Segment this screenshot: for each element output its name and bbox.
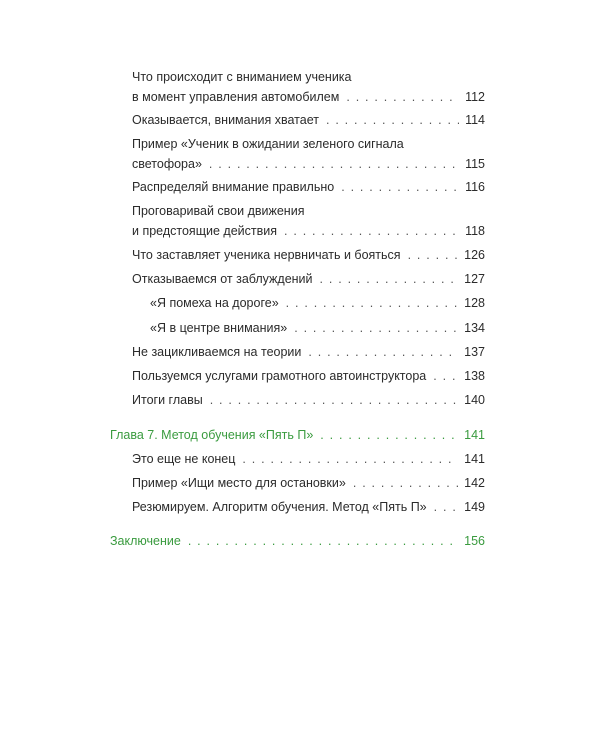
toc-entry-title: светофора» [132, 157, 202, 171]
toc-page-number: 127 [464, 272, 485, 286]
toc-entry-indented[interactable] [150, 320, 485, 336]
dot-leader [320, 427, 458, 443]
toc-entry[interactable] [132, 475, 485, 491]
toc-page-number: 112 [465, 90, 485, 104]
dot-leader [294, 320, 458, 336]
toc-entry-title: Пользуемся услугами грамотного автоинструктора [132, 369, 427, 383]
toc-chapter-title: Глава 7. Метод обучения «Пять П» [110, 428, 314, 442]
dot-leader [320, 271, 459, 287]
dot-leader [286, 295, 458, 311]
toc-entry-title: Не зацикливаемся на теории [132, 345, 302, 359]
toc-entry-title: и предстоящие действия [132, 224, 277, 238]
dot-leader [346, 89, 459, 105]
toc-page-number: 128 [464, 296, 485, 310]
toc-page-number: 141 [464, 452, 485, 466]
dot-leader [326, 112, 459, 128]
toc-chapter-entry[interactable] [110, 427, 485, 443]
toc-chapter-title: Заключение [110, 534, 181, 548]
toc-entry[interactable] [132, 179, 485, 195]
toc-entry-title: в момент управления автомобилем [132, 90, 340, 104]
toc-entry-title: Распределяй внимание правильно [132, 180, 335, 194]
dot-leader [353, 475, 458, 491]
toc-page-number: 114 [465, 113, 485, 127]
toc-entry[interactable] [132, 451, 485, 467]
toc-entry[interactable] [132, 156, 485, 172]
toc-entry[interactable] [132, 271, 485, 287]
toc-page-number: 149 [464, 500, 485, 514]
toc-entry[interactable] [132, 223, 485, 239]
toc-entry-title: Отказываемся от заблуждений [132, 272, 313, 286]
toc-entry-indented[interactable] [150, 295, 485, 311]
dot-leader [408, 247, 459, 263]
toc-page-number: 138 [464, 369, 485, 383]
toc-page-number: 137 [464, 345, 485, 359]
toc-entry-title: «Я помеха на дороге» [150, 296, 279, 310]
toc-page-number: 142 [464, 476, 485, 490]
toc-page-number: 126 [464, 248, 485, 262]
toc-entry-line1: Что происходит с вниманием ученика [132, 70, 352, 84]
toc-page-number: 118 [465, 224, 485, 238]
dot-leader [188, 533, 458, 549]
dot-leader [308, 344, 458, 360]
dot-leader [434, 499, 459, 515]
toc-page-number: 116 [465, 180, 485, 194]
toc-entry-title: Итоги главы [132, 393, 203, 407]
dot-leader [210, 392, 458, 408]
toc-entry[interactable] [132, 247, 485, 263]
dot-leader [341, 179, 459, 195]
dot-leader [242, 451, 458, 467]
toc-entry[interactable] [132, 344, 485, 360]
toc-entry[interactable] [132, 89, 485, 105]
dot-leader [209, 156, 459, 172]
toc-entry[interactable] [132, 392, 485, 408]
dot-leader [284, 223, 459, 239]
toc-entry[interactable] [132, 112, 485, 128]
toc-entry-line1: Пример «Ученик в ожидании зеленого сигнала [132, 137, 404, 151]
toc-entry[interactable] [132, 499, 485, 515]
toc-entry[interactable] [132, 368, 485, 384]
toc-entry-line1: Проговаривай свои движения [132, 204, 305, 218]
toc-entry-title: Это еще не конец [132, 452, 236, 466]
toc-entry-title: Пример «Ищи место для остановки» [132, 476, 346, 490]
toc-page-number: 156 [464, 534, 485, 548]
toc-page-number: 140 [464, 393, 485, 407]
toc-page-number: 134 [464, 321, 485, 335]
toc-entry-title: «Я в центре внимания» [150, 321, 288, 335]
toc-entry-title: Резюмируем. Алгоритм обучения. Метод «Пять П» [132, 500, 427, 514]
toc-page-number: 141 [464, 428, 485, 442]
dot-leader [433, 368, 458, 384]
toc-page-number: 115 [465, 157, 485, 171]
toc-entry-title: Оказывается, внимания хватает [132, 113, 319, 127]
toc-entry-title: Что заставляет ученика нервничать и бояться [132, 248, 401, 262]
toc-conclusion-entry[interactable] [110, 533, 485, 549]
